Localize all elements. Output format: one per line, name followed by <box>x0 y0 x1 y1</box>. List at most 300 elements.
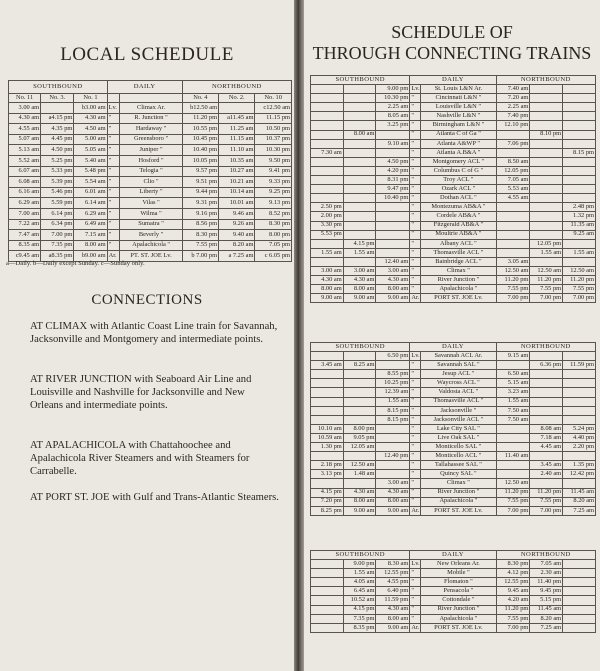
time-cell <box>376 361 410 370</box>
time-cell <box>376 239 410 248</box>
station-cell: Cincinnati L&N " <box>421 94 496 103</box>
time-cell: 7.05 am <box>530 560 563 569</box>
time-cell: 5.33 pm <box>41 166 74 177</box>
station-cell: River Junction " <box>421 276 496 285</box>
through-2-row <box>311 479 596 488</box>
time-cell <box>563 370 596 379</box>
local-schedule-row <box>9 113 292 124</box>
time-cell <box>563 614 596 623</box>
station-cell: Moultrie AB&A " <box>421 230 496 239</box>
time-cell <box>343 352 376 361</box>
station-cell: Monticello SAL " <box>421 443 496 452</box>
train-number-cell: No. 4 <box>182 94 218 103</box>
time-cell <box>376 443 410 452</box>
time-cell: 7.50 am <box>496 406 530 415</box>
time-cell <box>530 157 563 166</box>
time-cell: 9.46 am <box>219 208 255 219</box>
time-cell <box>343 415 376 424</box>
through-1-row <box>311 176 596 185</box>
time-cell: 9.57 pm <box>182 166 218 177</box>
arrive-depart-cell: " <box>410 257 421 266</box>
time-cell: 8.30 pm <box>496 560 530 569</box>
time-cell <box>496 361 530 370</box>
station-cell: Savannah SAL " <box>421 361 496 370</box>
arrive-depart-cell: " <box>107 166 120 177</box>
local-header-row <box>9 81 292 94</box>
time-cell: 6.29 am <box>9 198 41 209</box>
time-cell: 2.20 pm <box>563 443 596 452</box>
local-schedule-row <box>9 103 292 114</box>
time-cell <box>530 121 563 130</box>
time-cell: a11.45 am <box>219 113 255 124</box>
time-cell: 8.25 am <box>343 361 376 370</box>
time-cell <box>496 248 530 257</box>
time-cell: 4.50 am <box>74 124 107 135</box>
time-cell: 9.25 pm <box>255 187 292 198</box>
time-cell <box>41 103 74 114</box>
arrive-depart-cell: " <box>410 569 421 578</box>
time-cell <box>563 103 596 112</box>
time-cell <box>311 121 344 130</box>
time-cell: 12.42 pm <box>563 470 596 479</box>
station-cell: Birmingham L&N " <box>421 121 496 130</box>
time-cell <box>311 397 344 406</box>
time-cell: 1.55 am <box>530 248 563 257</box>
through-2-southbound-label: SOUTHBOUND <box>311 343 410 352</box>
time-cell: 8.30 pm <box>182 230 218 241</box>
time-cell <box>530 479 563 488</box>
station-cell: Vilas " <box>120 198 182 209</box>
time-cell: 1.55 am <box>343 248 376 257</box>
time-cell: 8.00 pm <box>255 230 292 241</box>
time-cell: 11.15 am <box>219 134 255 145</box>
arrive-depart-cell: " <box>410 461 421 470</box>
time-cell: 5.24 pm <box>563 424 596 433</box>
station-cell: Beverly " <box>120 230 182 241</box>
connection-climax: AT CLIMAX with Atlantic Coast Line train for Savannah, Jacksonville and Montgomery and intermediate points. <box>30 321 278 346</box>
time-cell: 4.40 pm <box>563 433 596 442</box>
time-cell <box>343 176 376 185</box>
station-cell: Fitzgerald AB&A " <box>421 221 496 230</box>
time-cell: 9.40 am <box>219 230 255 241</box>
time-cell: 4.20 am <box>496 596 530 605</box>
time-cell <box>311 166 344 175</box>
time-cell <box>311 479 344 488</box>
time-cell: 3.30 pm <box>311 221 344 230</box>
time-cell: 11.20 pm <box>563 276 596 285</box>
through-2-row <box>311 433 596 442</box>
time-cell <box>311 379 344 388</box>
station-cell: Jacksonville " <box>421 406 496 415</box>
time-cell: 1.48 am <box>343 470 376 479</box>
time-cell <box>311 560 344 569</box>
through-1-row <box>311 248 596 257</box>
arrive-depart-cell: " <box>107 219 120 230</box>
arrive-depart-cell: " <box>410 94 421 103</box>
time-cell <box>563 379 596 388</box>
time-cell <box>563 130 596 139</box>
time-cell <box>376 433 410 442</box>
time-cell: 8.20 am <box>530 614 563 623</box>
time-cell <box>376 212 410 221</box>
time-cell: 10.21 am <box>219 177 255 188</box>
time-cell: 2.25 am <box>376 103 410 112</box>
time-cell: 9.13 pm <box>255 198 292 209</box>
station-cell: River Junction " <box>421 605 496 614</box>
time-cell <box>530 139 563 148</box>
train-number-cell: No. 3. <box>41 94 74 103</box>
time-cell: 4.30 am <box>376 488 410 497</box>
time-cell: 11.40 am <box>496 452 530 461</box>
station-cell: Thomasville ACL " <box>421 248 496 257</box>
time-cell <box>311 185 344 194</box>
local-schedule-row <box>9 219 292 230</box>
time-cell <box>219 103 255 114</box>
time-cell: 7.18 am <box>530 433 563 442</box>
station-cell: Jesup ACL " <box>421 370 496 379</box>
station-cell: Apalachicola " <box>421 614 496 623</box>
station-cell: Liberty " <box>120 187 182 198</box>
local-train-number-row <box>9 94 292 103</box>
time-cell <box>563 623 596 632</box>
time-cell <box>343 157 376 166</box>
time-cell: 9.00 pm <box>376 85 410 94</box>
time-cell: 8.20 am <box>563 497 596 506</box>
through-2-row <box>311 424 596 433</box>
station-cell: Dothan ACL " <box>421 194 496 203</box>
time-cell: 8.00 pm <box>343 424 376 433</box>
time-cell: 5.59 pm <box>41 198 74 209</box>
time-cell: 11.15 pm <box>255 113 292 124</box>
time-cell: 8.52 pm <box>255 208 292 219</box>
train-number-cell: No. 11 <box>9 94 41 103</box>
train-number-cell: No. 1 <box>74 94 107 103</box>
time-cell <box>530 370 563 379</box>
time-cell: 12.50 am <box>343 461 376 470</box>
arrive-depart-cell: " <box>410 397 421 406</box>
time-cell: 10.05 pm <box>182 155 218 166</box>
time-cell <box>563 121 596 130</box>
time-cell <box>311 85 344 94</box>
time-cell <box>563 406 596 415</box>
arrive-depart-cell: " <box>410 452 421 461</box>
time-cell: 10.30 pm <box>376 94 410 103</box>
through-3-daily-label: DAILY <box>410 551 496 560</box>
time-cell: 11.35 am <box>563 221 596 230</box>
time-cell <box>343 230 376 239</box>
time-cell <box>376 248 410 257</box>
station-cell: PORT ST. JOE Lv. <box>421 623 496 632</box>
time-cell <box>563 139 596 148</box>
time-cell: 1.55 am <box>376 397 410 406</box>
arrive-depart-cell: Lv. <box>411 351 420 359</box>
through-2-row <box>311 361 596 370</box>
arrive-depart-cell: " <box>410 176 421 185</box>
time-cell <box>343 452 376 461</box>
station-cell: Cottondale " <box>421 596 496 605</box>
time-cell: 8.00 am <box>311 285 344 294</box>
time-cell: 10.52 am <box>343 596 376 605</box>
left-page <box>0 0 294 671</box>
time-cell <box>496 443 530 452</box>
through-3-southbound-label: SOUTHBOUND <box>311 551 410 560</box>
time-cell <box>343 479 376 488</box>
time-cell: 4.45 am <box>530 443 563 452</box>
time-cell: c12.50 am <box>255 103 292 114</box>
time-cell: 4.30 am <box>311 276 344 285</box>
time-cell: 11.40 pm <box>530 578 563 587</box>
time-cell: 7.06 pm <box>496 139 530 148</box>
through-table-2 <box>310 342 596 516</box>
through-2-row <box>311 388 596 397</box>
arrive-depart-cell: " <box>410 379 421 388</box>
station-cell: Troy ACL " <box>421 176 496 185</box>
time-cell: 6.14 am <box>74 198 107 209</box>
time-cell: 12.50 am <box>496 479 530 488</box>
train-number-cell: No. 2. <box>219 94 255 103</box>
time-cell: 8.00 am <box>74 240 107 251</box>
station-cell: R. Junction " <box>120 113 182 124</box>
arrive-depart-cell: " <box>107 155 120 166</box>
time-cell <box>530 176 563 185</box>
local-schedule-row <box>9 155 292 166</box>
time-cell <box>530 397 563 406</box>
time-cell <box>343 370 376 379</box>
time-cell: 5.00 am <box>74 134 107 145</box>
station-cell: Lake City SAL " <box>421 424 496 433</box>
arrive-depart-cell: " <box>410 578 421 587</box>
time-cell: 2.30 am <box>530 569 563 578</box>
time-cell <box>376 230 410 239</box>
through-3-header-row <box>311 551 596 560</box>
arrive-depart-cell: " <box>107 113 120 124</box>
time-cell: 7.00 pm <box>496 294 530 303</box>
time-cell <box>530 257 563 266</box>
time-cell: a8.35 pm <box>41 251 74 262</box>
time-cell: 3.45 am <box>530 461 563 470</box>
through-1-row <box>311 121 596 130</box>
station-cell: Telogia " <box>120 166 182 177</box>
footnote-legend: a—Daily. b—Daily except Sunday. c—Sunday only. <box>6 260 145 267</box>
time-cell <box>343 185 376 194</box>
time-cell: 10.40 pm <box>376 194 410 203</box>
through-3-row <box>311 560 596 569</box>
time-cell: 7.50 am <box>496 415 530 424</box>
time-cell <box>311 614 344 623</box>
time-cell: 11.59 pm <box>376 596 410 605</box>
time-cell <box>563 85 596 94</box>
through-2-row <box>311 497 596 506</box>
time-cell <box>563 452 596 461</box>
time-cell: 9.50 pm <box>255 155 292 166</box>
time-cell: 6.29 am <box>74 208 107 219</box>
time-cell: 12.40 am <box>376 257 410 266</box>
through-title-line-2: THROUGH CONNECTING TRAINS <box>312 43 592 63</box>
through-2-daily-label: DAILY <box>410 343 496 352</box>
time-cell: b3.00 am <box>74 103 107 114</box>
time-cell: 5.40 am <box>74 155 107 166</box>
time-cell: 5.15 pm <box>530 596 563 605</box>
time-cell: 7.22 am <box>9 219 41 230</box>
time-cell <box>343 112 376 121</box>
time-cell <box>530 415 563 424</box>
time-cell: 7.20 pm <box>311 497 344 506</box>
arrive-depart-cell: " <box>107 134 120 145</box>
arrive-depart-cell: " <box>410 276 421 285</box>
time-cell: 6.45 am <box>343 587 376 596</box>
local-schedule-row <box>9 177 292 188</box>
time-cell: 9.33 pm <box>255 177 292 188</box>
time-cell: 8.35 am <box>9 240 41 251</box>
through-2-row <box>311 397 596 406</box>
arrive-depart-cell: " <box>410 433 421 442</box>
time-cell <box>376 221 410 230</box>
local-schedule-row <box>9 145 292 156</box>
time-cell <box>530 103 563 112</box>
time-cell: 8.25 pm <box>311 506 344 515</box>
time-cell <box>311 578 344 587</box>
time-cell <box>496 230 530 239</box>
arrive-depart-cell: " <box>410 388 421 397</box>
time-cell: 6.07 am <box>9 166 41 177</box>
time-cell: 1.55 am <box>311 248 344 257</box>
station-cell: PORT ST. JOE Lv. <box>421 294 496 303</box>
time-cell <box>530 352 563 361</box>
through-3-row <box>311 596 596 605</box>
train-number-cell: No. 10 <box>255 94 292 103</box>
time-cell: 4.05 am <box>343 578 376 587</box>
time-cell <box>311 139 344 148</box>
time-cell: 3.13 pm <box>311 470 344 479</box>
time-cell <box>563 112 596 121</box>
station-cell: Atlanta C of Ga " <box>421 130 496 139</box>
time-cell: 7.55 pm <box>496 614 530 623</box>
station-cell: Jacksonville ACL " <box>421 415 496 424</box>
arrive-depart-cell: " <box>410 424 421 433</box>
time-cell: 9.00 am <box>311 294 344 303</box>
time-cell <box>563 560 596 569</box>
station-cell: Pensacola " <box>421 587 496 596</box>
time-cell: 12.10 pm <box>496 121 530 130</box>
time-cell: b12.50 am <box>182 103 218 114</box>
station-cell: Apalachicola " <box>120 240 182 251</box>
time-cell: 4.12 pm <box>496 569 530 578</box>
time-cell: 9.05 pm <box>343 433 376 442</box>
connection-port-st-joe: AT PORT ST. JOE with Gulf and Trans-Atlantic Steamers. <box>30 492 279 503</box>
local-daily-label: DAILY <box>107 81 182 94</box>
arrive-depart-cell: " <box>410 361 421 370</box>
through-1-row <box>311 257 596 266</box>
arrive-depart-cell: " <box>410 148 421 157</box>
time-cell: 4.45 pm <box>41 134 74 145</box>
station-cell: Atlanta A&WP " <box>421 139 496 148</box>
time-cell <box>311 103 344 112</box>
time-cell: 4.30 am <box>343 276 376 285</box>
time-cell: 3.25 pm <box>376 121 410 130</box>
time-cell: 1.55 am <box>563 248 596 257</box>
time-cell: 8.00 am <box>343 285 376 294</box>
train-number-cell <box>120 94 182 103</box>
time-cell <box>496 130 530 139</box>
time-cell: 3.00 am <box>376 266 410 275</box>
time-cell: 8.15 pm <box>376 406 410 415</box>
station-cell: Wilma " <box>120 208 182 219</box>
arrive-depart-cell: Lv. <box>411 559 420 567</box>
time-cell: 6.36 pm <box>530 361 563 370</box>
book-gutter <box>294 0 304 671</box>
arrive-depart-cell: " <box>410 596 421 605</box>
time-cell: 10.10 am <box>311 424 344 433</box>
time-cell <box>496 461 530 470</box>
station-cell: Apalachicola " <box>421 497 496 506</box>
time-cell: 7.35 pm <box>343 614 376 623</box>
time-cell <box>530 85 563 94</box>
local-schedule-row <box>9 134 292 145</box>
time-cell: 4.30 am <box>376 276 410 285</box>
through-2-row <box>311 443 596 452</box>
local-schedule-row <box>9 124 292 135</box>
time-cell <box>563 257 596 266</box>
arrive-depart-cell: " <box>410 212 421 221</box>
time-cell: 11.20 pm <box>530 276 563 285</box>
time-cell <box>563 587 596 596</box>
time-cell <box>563 239 596 248</box>
time-cell: 6.40 pm <box>376 587 410 596</box>
time-cell: 11.10 am <box>219 145 255 156</box>
time-cell: 6.16 am <box>9 187 41 198</box>
time-cell <box>343 397 376 406</box>
time-cell: 10.50 pm <box>255 124 292 135</box>
local-schedule-row <box>9 208 292 219</box>
time-cell <box>563 194 596 203</box>
through-1-row <box>311 294 596 303</box>
time-cell: 11.20 pm <box>182 113 218 124</box>
station-cell: Monticello ACL " <box>421 452 496 461</box>
time-cell: c 6.05 pm <box>255 251 292 262</box>
arrive-depart-cell: " <box>410 230 421 239</box>
through-1-daily-label: DAILY <box>410 76 496 85</box>
time-cell: 2.50 pm <box>311 203 344 212</box>
time-cell <box>530 212 563 221</box>
time-cell <box>311 194 344 203</box>
station-cell: Climax " <box>421 266 496 275</box>
through-2-northbound-label: NORTHBOUND <box>496 343 595 352</box>
arrive-depart-cell: " <box>410 497 421 506</box>
time-cell: 10.37 pm <box>255 134 292 145</box>
time-cell: 6.08 am <box>9 177 41 188</box>
arrive-depart-cell: " <box>410 203 421 212</box>
through-3-row <box>311 623 596 632</box>
through-table-1 <box>310 75 596 303</box>
time-cell: 12.05 pm <box>496 166 530 175</box>
station-cell: Ozark ACL " <box>421 185 496 194</box>
time-cell: 9.41 pm <box>255 166 292 177</box>
arrive-depart-cell: Ar. <box>411 294 420 302</box>
station-cell: Louisville L&N " <box>421 103 496 112</box>
time-cell: 5.07 am <box>9 134 41 145</box>
connection-river-junction: AT RIVER JUNCTION with Seaboard Air Line and Louisville and Nashville for Jacksonville and New Orleans and intermediate points. <box>30 374 252 412</box>
time-cell <box>563 94 596 103</box>
time-cell <box>496 212 530 221</box>
time-cell: 5.54 am <box>74 177 107 188</box>
train-number-cell <box>107 94 120 103</box>
time-cell <box>343 388 376 397</box>
time-cell: 7.55 pm <box>563 285 596 294</box>
time-cell <box>563 185 596 194</box>
arrive-depart-cell: " <box>410 221 421 230</box>
time-cell: 6.49 am <box>74 219 107 230</box>
time-cell <box>496 470 530 479</box>
